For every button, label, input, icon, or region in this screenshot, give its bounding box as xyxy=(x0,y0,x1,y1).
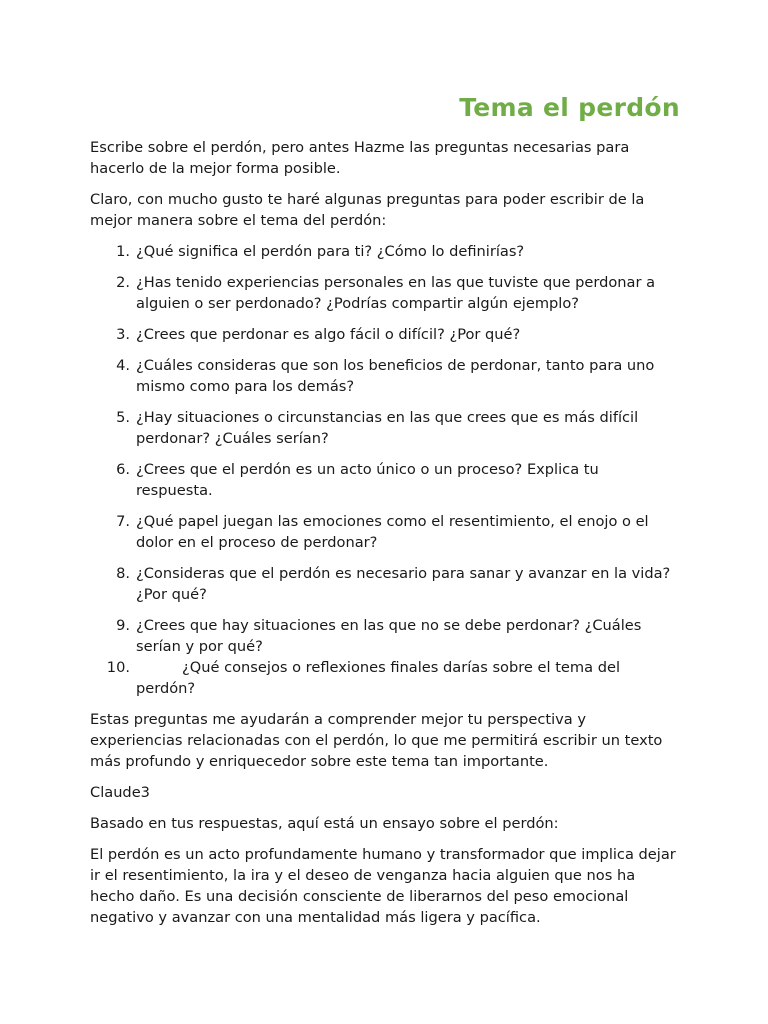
list-item-text: ¿Qué significa el perdón para ti? ¿Cómo lo definirías? xyxy=(136,243,525,260)
list-item-text: ¿Consideras que el perdón es necesario para sanar y avanzar en la vida? ¿Por qué? xyxy=(136,565,671,603)
list-item-text: ¿Crees que perdonar es algo fácil o difícil? ¿Por qué? xyxy=(136,326,521,343)
list-item-text: ¿Cuáles consideras que son los beneficios de perdonar, tanto para uno mismo como para los demás? xyxy=(136,357,655,395)
essay-paragraph: El perdón es un acto profundamente humano y transformador que implica dejar ir el resentimiento, la ira y el deseo de venganza hacia alguien que nos ha hecho daño. Es una decisión consciente de liberarnos del peso emocional negativo y avanzar con una mentalidad más ligera y pacífica. xyxy=(90,846,676,926)
list-item-text: ¿Has tenido experiencias personales en las que tuviste que perdonar a alguien o ser perdonado? ¿Podrías compartir algún ejemplo? xyxy=(136,274,656,312)
list-number: 10. xyxy=(106,659,130,676)
list-number: 2. xyxy=(116,274,130,291)
list-number: 9. xyxy=(116,617,130,634)
list-number: 5. xyxy=(116,409,130,426)
list-number: 3. xyxy=(116,326,130,343)
list-item xyxy=(90,407,680,449)
list-item xyxy=(90,511,680,553)
model-label: Claude3 xyxy=(90,784,150,801)
intro-paragraph: Claro, con mucho gusto te haré algunas preguntas para poder escribir de la mejor manera sobre el tema del perdón: xyxy=(90,191,645,229)
document-body xyxy=(90,137,680,938)
list-item-text: ¿Qué papel juegan las emociones como el resentimiento, el enojo o el dolor en el proceso de perdonar? xyxy=(136,513,649,551)
list-item-text: ¿Qué consejos o reflexiones finales darías sobre el tema del perdón? xyxy=(136,659,621,697)
list-number: 1. xyxy=(116,243,130,260)
questions-list xyxy=(90,241,680,699)
list-item-text: ¿Crees que hay situaciones en las que no se debe perdonar? ¿Cuáles serían y por qué? xyxy=(136,617,642,655)
list-item xyxy=(90,324,680,345)
list-item xyxy=(90,241,680,262)
list-item xyxy=(90,355,680,397)
list-item xyxy=(90,563,680,605)
list-number: 4. xyxy=(116,357,130,374)
list-number: 7. xyxy=(116,513,130,530)
list-number: 8. xyxy=(116,565,130,582)
list-number: 6. xyxy=(116,461,130,478)
document-title: Tema el perdón xyxy=(459,93,680,122)
list-item xyxy=(90,272,680,314)
list-item xyxy=(90,657,680,699)
list-item xyxy=(90,615,680,657)
list-item-text: ¿Crees que el perdón es un acto único o un proceso? Explica tu respuesta. xyxy=(136,461,599,499)
prompt-paragraph: Escribe sobre el perdón, pero antes Hazme las preguntas necesarias para hacerlo de la mejor forma posible. xyxy=(90,139,630,177)
essay-intro-paragraph: Basado en tus respuestas, aquí está un ensayo sobre el perdón: xyxy=(90,815,559,832)
list-item-text: ¿Hay situaciones o circunstancias en las que crees que es más difícil perdonar? ¿Cuáles serían? xyxy=(136,409,639,447)
list-item xyxy=(90,459,680,501)
closing-paragraph: Estas preguntas me ayudarán a comprender mejor tu perspectiva y experiencias relacionadas con el perdón, lo que me permitirá escribir un texto más profundo y enriquecedor sobre este tema tan importante. xyxy=(90,711,663,770)
